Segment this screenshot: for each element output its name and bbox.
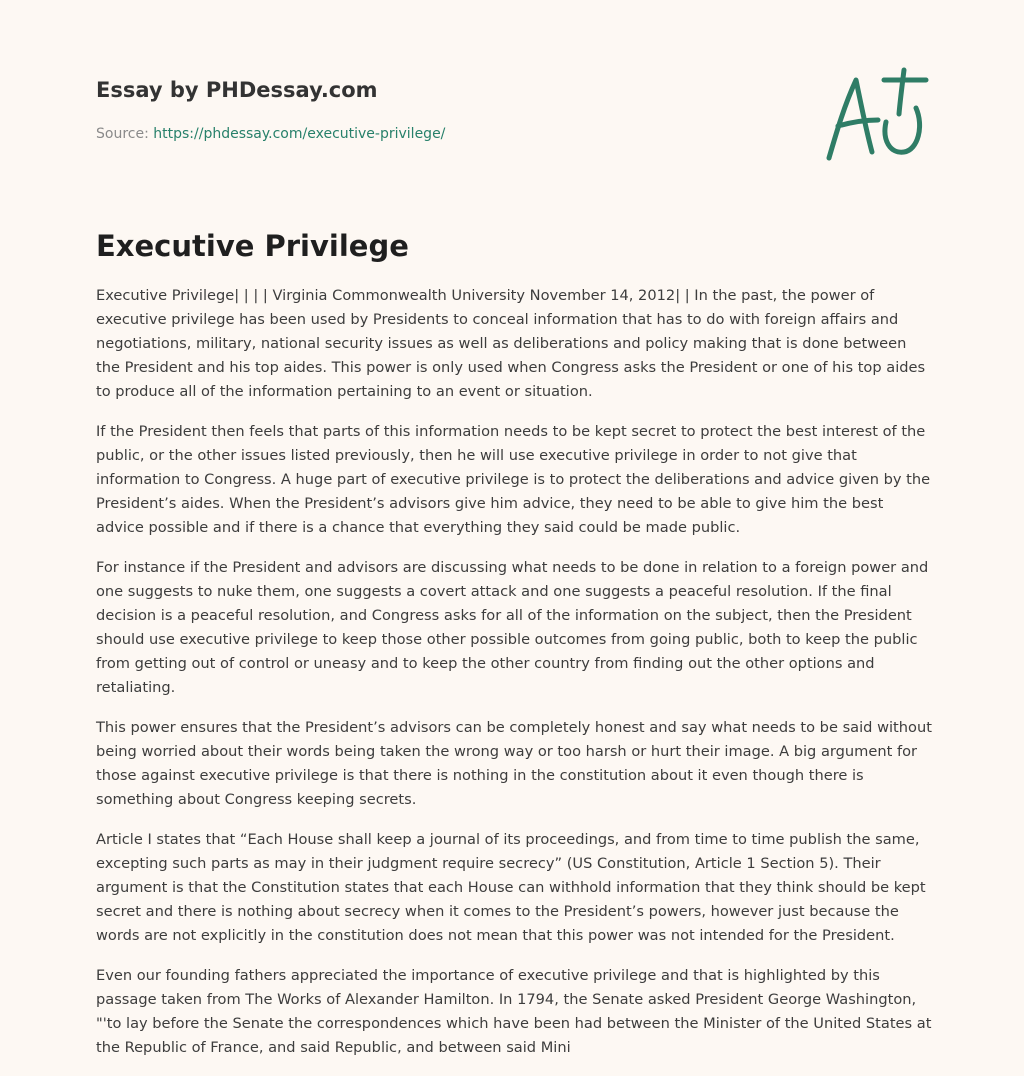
article-paragraph: Even our founding fathers appreciated the importance of executive privilege and that is highlighted by this passage taken from The Works of Alexander Hamilton. In 1794, the Senate asked President George Washington, "'to lay before the Senate the correspondences which have been had between the Minister of the United States at the Republic of France, and said Republic, and between said Mini	[96, 967, 932, 1056]
article-paragraph: For instance if the President and advisors are discussing what needs to be done in relation to a foreign power and one suggests to nuke them, one suggests a covert attack and one suggests a peaceful resolution. If the final decision is a peaceful resolution, and Congress asks for all of the information on the subject, then the President should use executive privilege to keep those other possible outcomes from going public, both to keep the public from getting out of control or uneasy and to keep the other country from finding out the other options and retaliating.	[96, 559, 929, 696]
page-header	[96, 76, 696, 144]
source-line	[96, 124, 696, 144]
article-paragraph: If the President then feels that parts of this information needs to be kept secret to protect the best interest of the public, or the other issues listed previously, then he will use executive privilege in order to not give that information to Congress. A huge part of executive privilege is to protect the deliberations and advice given by the President’s aides. When the President’s advisors give him advice, they need to be able to give him the best advice possible and if there is a chance that everything they said could be made public.	[96, 423, 931, 536]
source-link[interactable]: https://phdessay.com/executive-privilege/	[153, 126, 446, 142]
article-title: Executive Privilege	[96, 229, 409, 263]
article-body	[96, 284, 932, 1076]
brand-title: Essay by PHDessay.com	[96, 78, 378, 102]
source-label: Source:	[96, 126, 149, 142]
article-paragraph: Executive Privilege| | | | Virginia Commonwealth University November 14, 2012| | In the past, the power of executive privilege has been used by Presidents to conceal information that has to do with foreign affairs and negotiations, military, national security issues as well as deliberations and policy making that is done between the President and his top aides. This power is only used when Congress asks the President or one of his top aides to produce all of the information pertaining to an event or situation.	[96, 287, 926, 400]
article-paragraph: This power ensures that the President’s advisors can be completely honest and say what needs to be said without being worried about their words being taken the wrong way or too harsh or hurt their image. A big argument for those against executive privilege is that there is nothing in the constitution about it even though there is something about Congress keeping secrets.	[96, 719, 932, 808]
a-plus-logo-icon	[820, 64, 932, 168]
article-paragraph: Article I states that “Each House shall keep a journal of its proceedings, and from time to time publish the same, excepting such parts as may in their judgment require secrecy” (US Constitution, Article 1 Section 5). Their argument is that the Constitution states that each House can withhold information that they think should be kept secret and there is nothing about secrecy when it comes to the President’s powers, however just because the words are not explicitly in the constitution does not mean that this power was not intended for the President.	[96, 831, 926, 944]
